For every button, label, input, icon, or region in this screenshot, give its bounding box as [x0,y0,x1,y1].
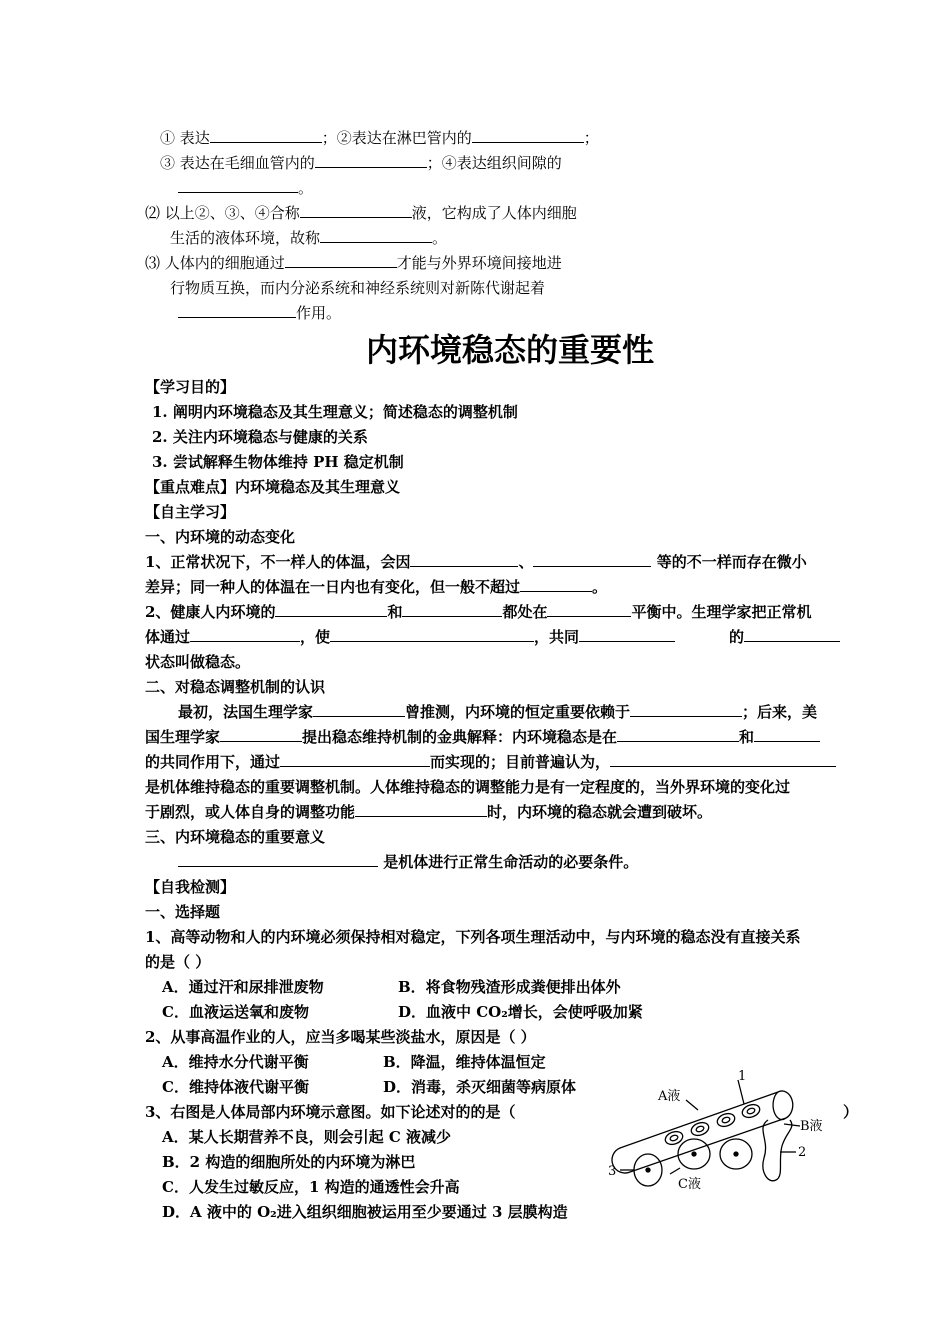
q3-stem-close: ） [843,1103,859,1121]
q1-option-d: D．血液中 CO₂增长，会使呼吸加紧 [398,1003,643,1021]
label-2: 2 [798,1145,807,1160]
q2-option-d: D．消毒，杀灭细菌等病原体 [383,1078,577,1096]
q1-option-c: C．血液运送氧和废物 [162,1003,309,1021]
q2-option-b: B．降温，维持体温恒定 [383,1053,546,1071]
intro-line-6: ⑶ 人体内的细胞通过 才能与外界环境间接地进 [145,254,562,272]
section-3-title: 三、内环境稳态的重要意义 [145,828,326,846]
page-title: 内环境稳态的重要性 [365,331,654,369]
intro-line-8: 作用。 [178,303,341,323]
para-3-line-4: 是机体维持稳态的重要调整机制。人体维持稳态的调整能力是有一定程度的，当外界环境的变化过 [145,778,791,796]
intro-line-7: 行物质互换，而内分泌系统和神经系统则对新陈代谢起着 [170,279,546,297]
para-3-line-1: 最初，法国生理学家 曾推测，内环境的恒定重要依赖于 ；后来，美 [178,703,818,721]
para-3-line-3: 的共同作用下，通过 而实现的；目前普遍认为， [145,752,836,772]
label-a-fluid: A液 [658,1089,681,1104]
para-4: 是机体进行正常生命活动的必要条件。 [178,852,638,872]
q3-option-a: A．某人长期营养不良，则会引起 C 液减少 [162,1128,452,1146]
choice-section-title: 一、选择题 [145,903,221,921]
q1-option-b: B．将食物残渣形成粪便排出体外 [398,978,621,996]
para-3-line-5: 于剧烈，或人体自身的调整功能 时，内环境的稳态就会遭到破坏。 [145,803,713,821]
lymph-vessel [763,1120,792,1181]
para-1-line-2: 差异；同一种人的体温在一日内也有变化，但一般不超过 。 [145,578,608,596]
q2-option-c: C．维持体液代谢平衡 [162,1078,309,1096]
q3-option-c: C．人发生过敏反应，1 构造的通透性会升高 [162,1178,460,1196]
q1-option-a: A．通过汗和尿排泄废物 [162,978,324,996]
self-study-heading: 【自主学习】 [145,503,236,521]
q3-option-b: B．2 构造的细胞所处的内环境为淋巴 [162,1153,416,1171]
intro-line-2: ③ 表达在毛细血管内的 ；④表达组织间隙的 [160,154,562,172]
goal-item-2: 2. 关注内环境稳态与健康的关系 [152,428,368,446]
section-2-title: 二、对稳态调整机制的认识 [145,678,326,696]
para-2-line-3: 状态叫做稳态。 [145,653,251,671]
label-b-fluid: B液 [800,1119,823,1134]
section-1-title: 一、内环境的动态变化 [145,528,296,546]
para-2-line-1: 2、健康人内环境的 和 都处在 平衡中。生理学家把正常机 [145,603,812,621]
para-3-line-2: 国生理学家 提出稳态维持机制的金典解释：内环境稳态是在 和 [145,727,820,747]
goals-heading: 【学习目的】 [145,378,236,396]
q1-line-1: 1、高等动物和人的内环境必须保持相对稳定，下列各项生理活动中，与内环境的稳态没有直接关系 [145,928,801,946]
intro-line-5: 生活的液体环境，故称 。 [170,229,448,247]
intro-line-4: ⑵ 以上②、③、④合称 液，它构成了人体内细胞 [145,204,577,222]
q2-stem: 2、从事高温作业的人，应当多喝某些淡盐水，原因是（ ） [145,1028,536,1046]
para-1-line-1: 1、正常状况下，不一样人的体温，会因 、 等的不一样而存在微小 [145,553,807,571]
para-2-line-2: 体通过 ，使 ，共同 的 [145,627,840,647]
self-check-heading: 【自我检测】 [145,878,236,896]
goal-item-1: 1. 阐明内环境稳态及其生理意义；简述稳态的调整机制 [152,403,518,421]
label-c-fluid: C液 [678,1177,701,1192]
capillary-vessel [612,1091,793,1173]
q2-option-a: A．维持水分代谢平衡 [162,1053,309,1071]
inner-environment-diagram [600,1068,840,1198]
label-3: 3 [608,1164,617,1179]
q1-line-2: 的是（ ） [145,953,211,971]
goal-item-3: 3. 尝试解释生物体维持 PH 稳定机制 [152,453,404,471]
key-points: 【重点难点】内环境稳态及其生理意义 [145,478,401,496]
label-1: 1 [738,1069,747,1084]
q3-option-d: D．A 液中的 O₂进入组织细胞被运用至少要通过 3 层膜构造 [162,1203,568,1221]
q3-stem: 3、右图是人体局部内环境示意图。如下论述对的的是（ [145,1103,516,1121]
intro-line-3: 。 [178,178,313,198]
intro-line-1: ① 表达 ；②表达在淋巴管内的 ； [160,129,599,147]
